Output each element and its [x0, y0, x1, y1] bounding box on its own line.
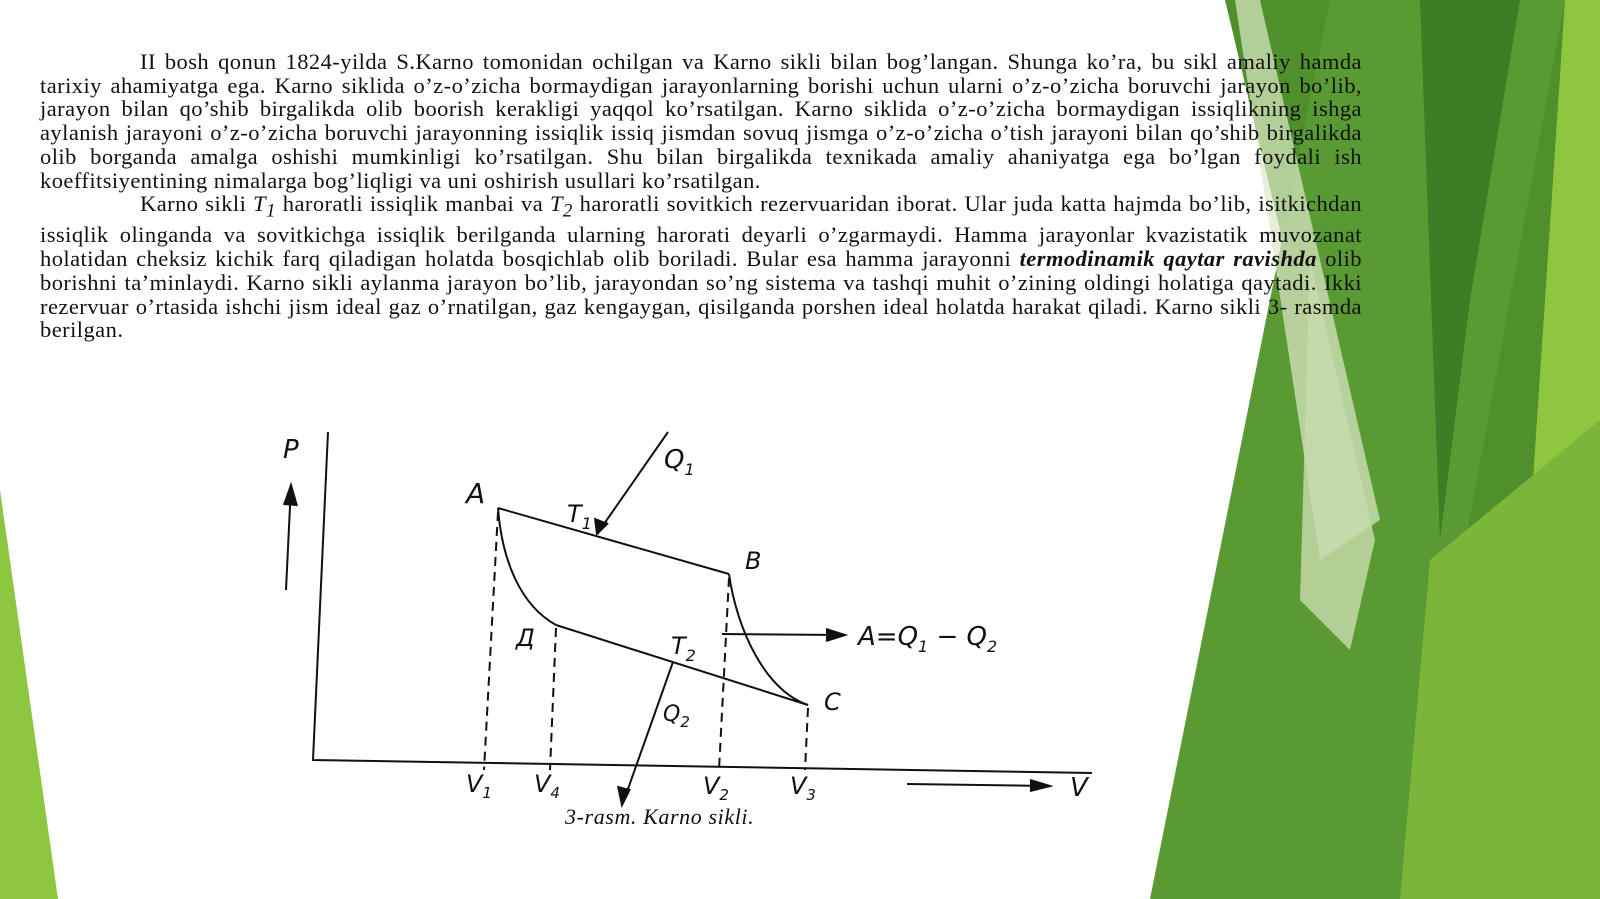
x-axis-label: V: [1070, 773, 1088, 803]
p2-emphasis: termodinamik qaytar ravishda: [1019, 246, 1317, 272]
q1-label: $Q_1$: [664, 445, 695, 479]
v2-tick-label: $V_2$: [703, 772, 729, 804]
point-a-label: A: [466, 477, 486, 510]
p2-part3: haroratli sovitkich rezervuaridan iborat. Ular juda katta hajmda bo’lib, isitkichdan issiqlik olinganda va sovitkichga issiqlik berilganda ularning harorati deyarli o’zgarmaydi. Hamma jarayonlar kvazistatik muvozanat holatidan cheksiz kichik farq qiladigan holatda bosqichlab olib boriladi. Bular esa hamma jarayonni: [40, 191, 1363, 272]
work-arrow: [722, 634, 843, 635]
y-axis-label: P: [283, 435, 299, 465]
isotherm-t1: [498, 508, 729, 574]
point-c-label: C: [824, 688, 841, 716]
p2-t2: $T_2$: [550, 191, 573, 222]
q1-arrow: [597, 432, 668, 534]
point-b-label: B: [745, 547, 762, 575]
y-axis-line: [313, 432, 1092, 773]
v4-drop-line: [550, 628, 556, 770]
adiabat-bc: [729, 574, 808, 705]
v2-drop-line: [719, 578, 729, 770]
work-formula: $A=Q_1 - Q_2$: [858, 622, 998, 656]
t2-label: $T_2$: [671, 632, 696, 665]
p2-part1: Karno sikli: [140, 191, 254, 217]
paragraph-1: II bosh qonun 1824-yilda S.Karno tomonidan ochilgan va Karno sikli bilan bog’langan. Shunga ko’ra, bu sikl amaliy hamda tarixiy ahamiyatga ega. Karno siklida o’z-o’zicha bormaydigan jarayonlarning borishi uchun ularni o’z-o’zicha boruvchi jarayon bo’lib, jarayon bilan qo’shib birgalikda olib boorish kerakligi yaqqol ko’rsatilgan. Karno siklida o’z-o’zicha bormaydigan issiqlikning ishga aylanish jarayoni o’z-o’zicha boruvchi jarayonning issiqlik issiq jismdan sovuq jismga o’z-o’zicha o’tish jarayoni bilan qo’shib birgalikda olib borganda amalga oshishi mumkinligi ko’rsatilgan. Shu bilan birgalikda texnikada amaliy ahaniyatga ega bo’lgan foydali ish koeffitsiyentining nimalarga bog’liqligi va uni oshirish usullari ko’rsatilgan.: [40, 49, 1362, 193]
v3-tick-label: $V_3$: [790, 772, 816, 804]
t1-label: $T_1$: [567, 500, 592, 533]
p2-part4: olib borishni ta’minlaydi. Karno sikli aylanma jarayon bo’lib, jarayondan so’ng sistema va tashqi muhit o’zining oldingi holatiga qaytadi. Ikki rezervuar o’rtasida ishchi jism ideal gaz o’rnatilgan, gaz kengaygan, qisilganda porshen ideal holatda harakat qiladi. Karno sikli 3- rasmda berilgan.: [40, 246, 1362, 343]
v4-tick-label: $V_4$: [534, 770, 560, 802]
q2-arrow: [623, 662, 673, 803]
v-axis-arrow: [907, 784, 1048, 786]
figure-caption: 3-rasm. Karno sikli.: [565, 804, 755, 829]
point-d-label: Д: [516, 624, 535, 652]
p2-t1: $T_1$: [253, 191, 276, 222]
p2-part2: haroratli issiqlik manbai va: [275, 191, 550, 217]
q2-label: $Q_2$: [663, 702, 690, 731]
paragraph-2: [40, 192, 1362, 342]
carnot-cycle-diagram: [265, 425, 1120, 835]
v1-tick-label: $V_1$: [466, 770, 492, 802]
adiabat-ad: [498, 508, 556, 625]
v1-drop-line: [484, 512, 498, 770]
v3-drop-line: [805, 708, 808, 770]
body-text: [40, 50, 1362, 342]
